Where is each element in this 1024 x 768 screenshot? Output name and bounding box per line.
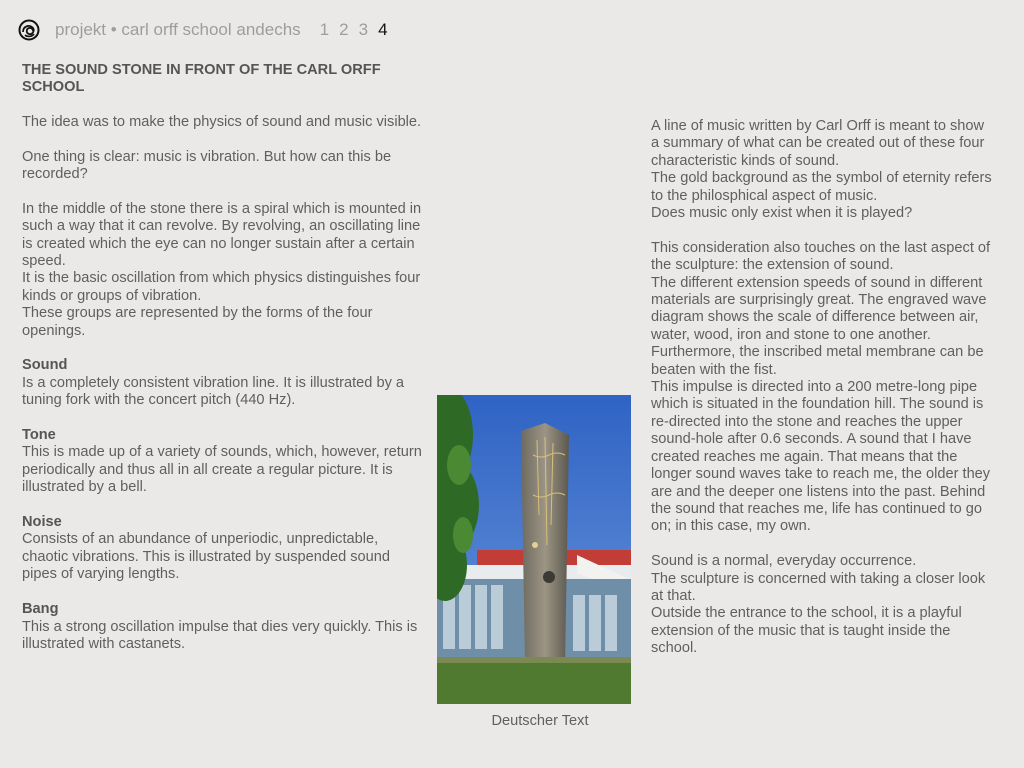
text-line: In the middle of the stone there is a spiral which is mounted in such a way that it can revolve. By revolving, an oscillating line is created which the eye can no longer sustain after a certain speed. — [22, 200, 422, 270]
intro-paragraph: The idea was to make the physics of sound and music visible. — [22, 113, 422, 130]
page-link-2[interactable]: 2 — [339, 20, 349, 39]
sound-stone-photo — [437, 395, 631, 704]
text-line: Does music only exist when it is played? — [651, 205, 913, 222]
text-line: A line of music written by Carl Orff is meant to show a summary of what can be created out of these four characteristic kinds of sound. — [651, 118, 985, 169]
kind-term: Sound — [22, 357, 68, 374]
kind-description: Is a completely consistent vibration line. It is illustrated by a tuning fork with the concert pitch (440 Hz). — [22, 374, 405, 409]
kind-description: This a strong oscillation impulse that dies very quickly. This is illustrated with castanets. — [22, 618, 418, 652]
text-line: This impulse is directed into a 200 metre-long pipe which is situated in the foundation hill. The sound is re-directed into the stone and reaches the upper sound-hole after 0.6 seconds. A sound that I have created reaches me again. That means that the longer sound waves take to reach me, the older they are and the deeper one listens into the past. Behind the sound that reaches me, life has continued to go on; in this case, my own. — [651, 379, 991, 535]
text-line: Sound is a normal, everyday occurrence. — [651, 553, 917, 570]
page-link-3[interactable]: 3 — [358, 20, 369, 39]
kind-term: Bang — [22, 601, 59, 618]
text-line: This consideration also touches on the last aspect of the sculpture: the extension of sound. — [651, 239, 991, 274]
text-line: It is the basic oscillation from which physics distinguishes four kinds or groups of vibration. — [22, 270, 421, 304]
spiral-paragraph — [22, 201, 422, 340]
text-line: Furthermore, the inscribed metal membrane can be beaten with the fist. — [651, 344, 984, 378]
right-column — [651, 118, 996, 675]
kind-term: Noise — [22, 514, 62, 531]
knot-logo-icon[interactable] — [18, 19, 40, 41]
kind-description: This is made up of a variety of sounds, which, however, return periodically and thus all in all create a regular picture. It is illustrated by a bell. — [22, 444, 422, 496]
top-nav — [18, 18, 398, 42]
text-line: Outside the entrance to the school, it is a playful extension of the music that is taught inside the school. — [651, 605, 962, 657]
left-column — [22, 62, 422, 671]
extension-paragraph — [651, 240, 996, 536]
page-link-1[interactable]: 1 — [319, 20, 330, 39]
music-line-paragraph — [651, 118, 996, 222]
kind-description: Consists of an abundance of unperiodic, unpredictable, chaotic vibrations. This is illustrated by suspended sound pipes of varying lengths. — [22, 531, 391, 583]
german-text-link[interactable]: Deutscher Text — [491, 713, 589, 729]
text-line: The different extension speeds of sound in different materials are surprisingly great. The engraved wave diagram shows the scale of difference between air, water, wood, iron and stone to one another. — [651, 274, 987, 343]
text-line: These groups are represented by the forms of the four openings. — [22, 305, 373, 339]
vibration-kind-tone — [22, 427, 422, 497]
intro-paragraph: One thing is clear: music is vibration. But how can this be recorded? — [22, 148, 392, 183]
vibration-kind-sound — [22, 357, 422, 409]
text-line: The gold background as the symbol of eternity refers to the philosphical aspect of music. — [651, 170, 992, 204]
everyday-paragraph — [651, 553, 996, 657]
page-heading: THE SOUND STONE IN FRONT OF THE CARL ORFF SCHOOL — [22, 62, 381, 96]
kind-term: Tone — [22, 427, 56, 444]
page-link-4-current[interactable]: 4 — [378, 20, 388, 39]
vibration-kind-noise — [22, 514, 422, 584]
page-numbers — [320, 20, 398, 40]
text-line: The sculpture is concerned with taking a closer look at that. — [651, 570, 986, 604]
vibration-kind-bang — [22, 601, 422, 653]
project-title[interactable]: projekt • carl orff school andechs — [55, 20, 301, 39]
